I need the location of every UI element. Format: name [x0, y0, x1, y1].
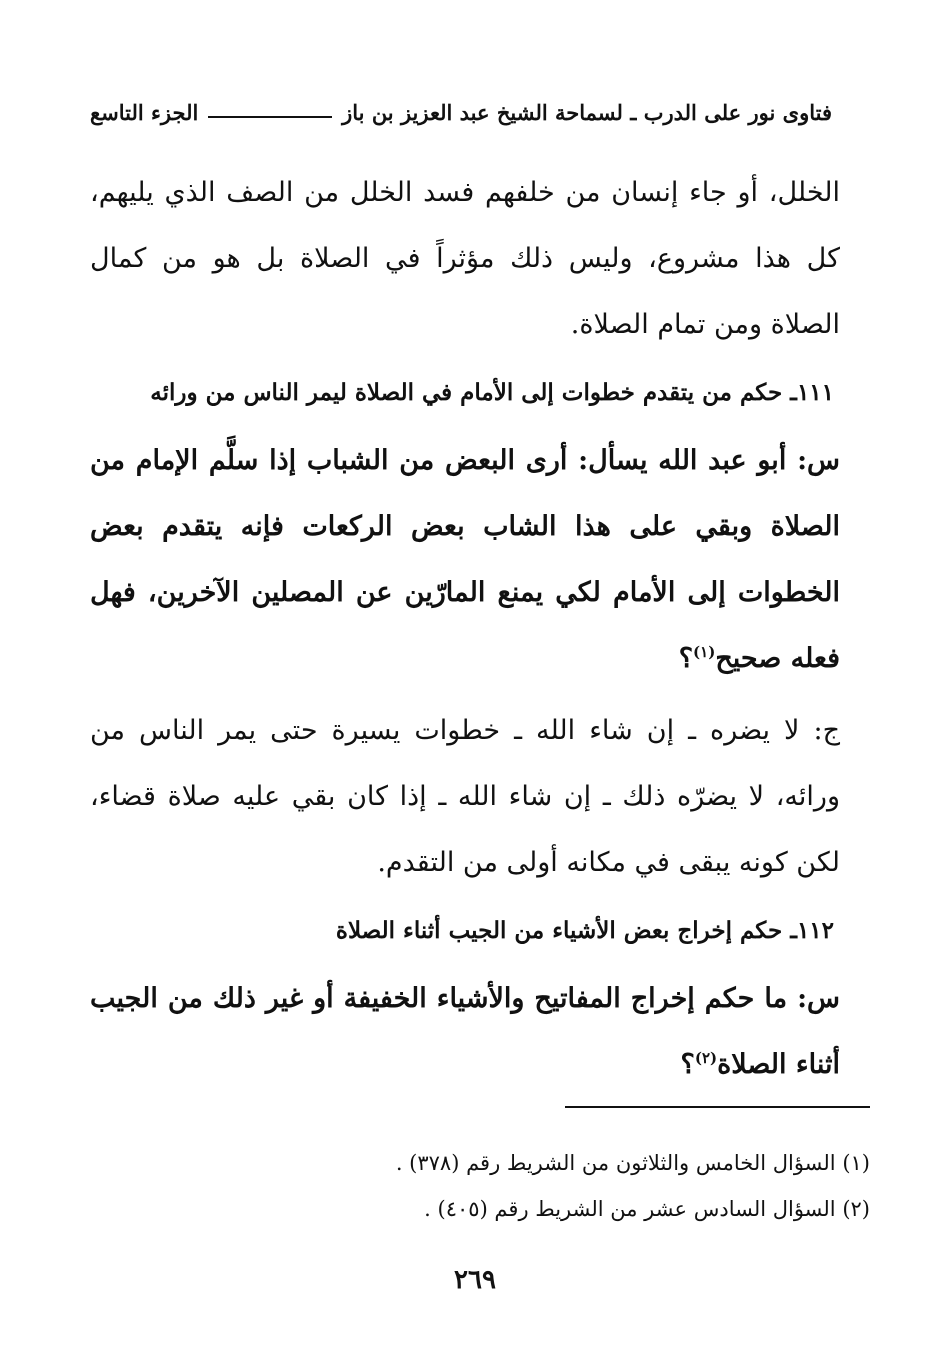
question-111-text: س: أبو عبد الله يسأل: أرى البعض من الشباب إذا سلَّم الإمام من الصلاة وبقي على هذا الشاب بعض الركعات فإنه يتقدم بعض الخطوات إلى الأمام لكي يمنع المارّين عن المصلين الآخرين، فهل فعله صحيح: [90, 445, 840, 674]
paragraph-continuation: الخلل، أو جاء إنسان من خلفهم فسد الخلل من الصف الذي يليهم، كل هذا مشروع، وليس ذلك مؤثراً في الصلاة بل هو من كمال الصلاة ومن تمام الصلاة.: [90, 177, 840, 340]
page-body: [90, 160, 840, 1098]
footnote-1: (١) السؤال الخامس والثلاثون من الشريط رقم (٣٧٨) .: [395, 1151, 870, 1175]
footnote-ref-2: (٢): [694, 1049, 718, 1067]
question-111-mark: ؟: [678, 643, 694, 674]
running-header: [90, 100, 832, 125]
header-book-title: فتاوى نور على الدرب ـ لسماحة الشيخ عبد العزيز بن باز: [342, 100, 832, 125]
heading-112: ١١٢ـ حكم إخراج بعض الأشياء من الجيب أثناء الصلاة: [335, 917, 834, 944]
footnote-ref-1: (١): [693, 643, 716, 661]
question-111: [90, 428, 840, 692]
question-112: [90, 966, 840, 1098]
heading-111: ١١١ـ حكم من يتقدم خطوات إلى الأمام في الصلاة ليمر الناس من ورائه: [150, 379, 834, 406]
answer-111: ج: لا يضره ـ إن شاء الله ـ خطوات يسيرة حتى يمر الناس من ورائه، لا يضرّه ذلك ـ إن شاء الله ـ إذا كان بقي عليه صلاة قضاء، لكن كونه يبقى في مكانه أولى من التقدم.: [90, 715, 840, 878]
header-part: الجزء التاسع: [90, 100, 199, 125]
question-112-text: س: ما حكم إخراج المفاتيح والأشياء الخفيفة أو غير ذلك من الجيب أثناء الصلاة: [90, 983, 840, 1080]
footnotes: [90, 1140, 870, 1232]
footnote-2: (٢) السؤال السادس عشر من الشريط رقم (٤٠٥) .: [424, 1197, 870, 1221]
header-rule: [208, 116, 332, 118]
footnote-separator: [565, 1106, 870, 1108]
question-112-mark: ؟: [680, 1049, 695, 1080]
page-number: ٢٦٩: [454, 1265, 496, 1295]
